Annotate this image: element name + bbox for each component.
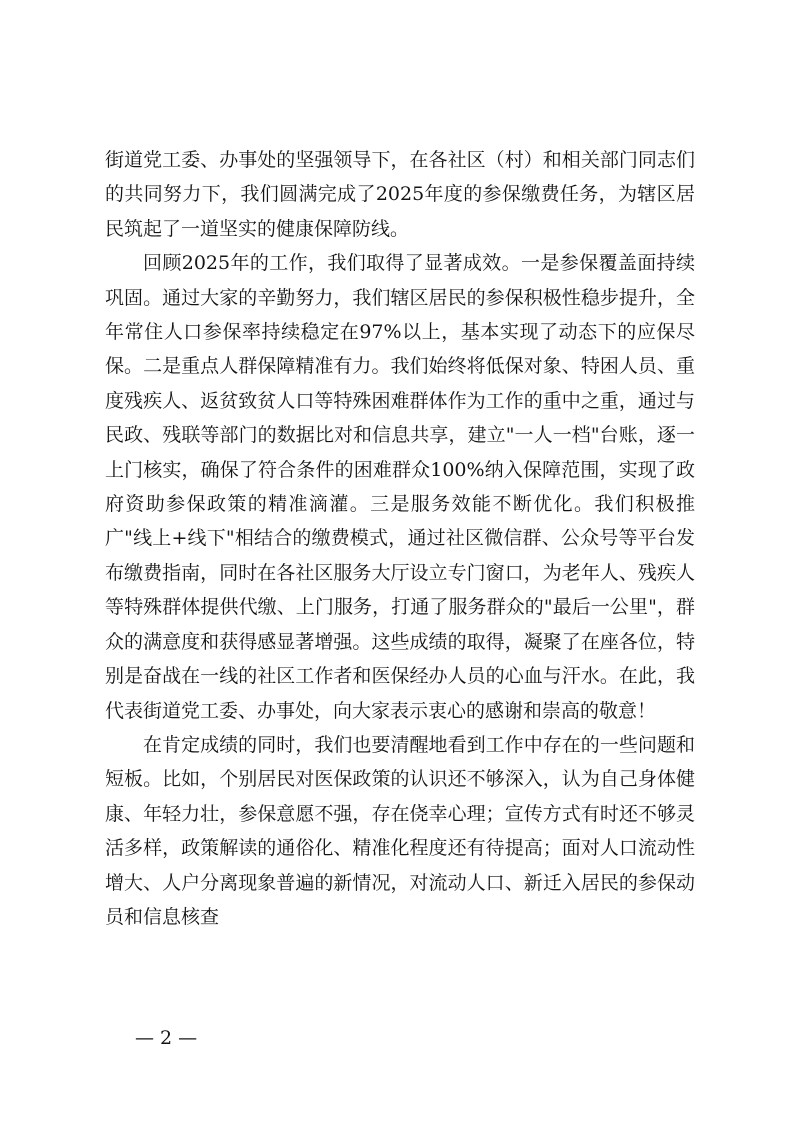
paragraph-problems: 在肯定成绩的同时，我们也要清醒地看到工作中存在的一些问题和短板。比如，个别居民对医保政策的认识还不够深入，认为自己身体健康、年轻力壮，参保意愿不强，存在侥幸心理；宣传方式有时还不够灵活多样，政策解读的通俗化、精准化程度还有待提高；面对人口流动性增大、人户分离现象普遍的新情况，对流动人口、新迁入居民的参保动员和信息核查 (105, 733, 695, 928)
page-number: — 2 — (135, 1027, 198, 1049)
body-text (105, 143, 695, 934)
paragraph-review-2025: 回顾2025年的工作，我们取得了显著成效。一是参保覆盖面持续巩固。通过大家的辛勤努力，我们辖区居民的参保积极性稳步提升，全年常住人口参保率持续稳定在97%以上，基本实现了动态下的应保尽保。二是重点人群保障精准有力。我们始终将低保对象、特困人员、重度残疾人、返贫致贫人口等特殊困难群体作为工作的重中之重，通过与民政、残联等部门的数据比对和信息共享，建立"一人一档"台账，逐一上门核实，确保了符合条件的困难群众100%纳入保障范围，实现了政府资助参保政策的精准滴灌。三是服务效能不断优化。我们积极推广"线上+线下"相结合的缴费模式，通过社区微信群、公众号等平台发布缴费指南，同时在各社区服务大厅设立专门窗口，为老年人、残疾人等特殊群体提供代缴、上门服务，打通了服务群众的"最后一公里"，群众的满意度和获得感显著增强。这些成绩的取得，凝聚了在座各位，特别是奋战在一线的社区工作者和医保经办人员的心血与汗水。在此，我代表街道党工委、办事处，向大家表示衷心的感谢和崇高的敬意！ (105, 252, 695, 722)
paragraph-continuation: 街道党工委、办事处的坚强领导下，在各社区（村）和相关部门同志们的共同努力下，我们圆满完成了2025年度的参保缴费任务，为辖区居民筑起了一道坚实的健康保障防线。 (105, 149, 695, 240)
